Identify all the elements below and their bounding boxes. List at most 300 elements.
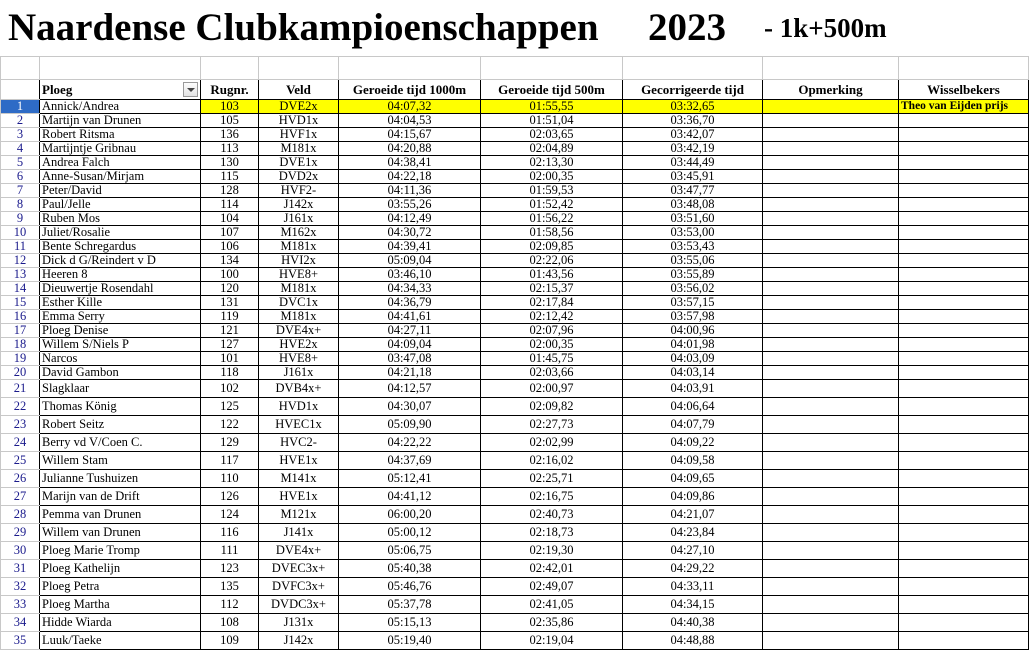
row-number[interactable]: 33 bbox=[1, 596, 40, 614]
row-number[interactable]: 28 bbox=[1, 506, 40, 524]
cell-veld[interactable]: J142x bbox=[259, 632, 339, 650]
cell-veld[interactable]: M141x bbox=[259, 470, 339, 488]
cell-rugnr[interactable]: 117 bbox=[201, 452, 259, 470]
cell-tijd-1000m[interactable]: 04:12,49 bbox=[339, 212, 481, 226]
row-number[interactable]: 12 bbox=[1, 254, 40, 268]
cell-ploeg[interactable]: Julianne Tushuizen bbox=[40, 470, 201, 488]
cell-rugnr[interactable]: 114 bbox=[201, 198, 259, 212]
cell-tijd-500m[interactable]: 02:19,30 bbox=[481, 542, 623, 560]
cell-tijd-1000m[interactable]: 04:34,33 bbox=[339, 282, 481, 296]
cell-wisselbekers[interactable] bbox=[899, 366, 1029, 380]
cell-rugnr[interactable]: 108 bbox=[201, 614, 259, 632]
cell-veld[interactable]: DVDC3x+ bbox=[259, 596, 339, 614]
cell-tijd-1000m[interactable]: 04:07,32 bbox=[339, 100, 481, 114]
cell-ploeg[interactable]: Ploeg Kathelijn bbox=[40, 560, 201, 578]
cell-tijd-500m[interactable]: 01:56,22 bbox=[481, 212, 623, 226]
cell-opmerking[interactable] bbox=[763, 268, 899, 282]
row-number[interactable]: 31 bbox=[1, 560, 40, 578]
cell-opmerking[interactable] bbox=[763, 310, 899, 324]
row-number[interactable]: 5 bbox=[1, 156, 40, 170]
cell-gecorrigeerde-tijd[interactable]: 04:03,09 bbox=[623, 352, 763, 366]
cell-opmerking[interactable] bbox=[763, 156, 899, 170]
cell-opmerking[interactable] bbox=[763, 560, 899, 578]
cell-ploeg[interactable]: Luuk/Taeke bbox=[40, 632, 201, 650]
cell-wisselbekers[interactable] bbox=[899, 310, 1029, 324]
row-number[interactable]: 4 bbox=[1, 142, 40, 156]
cell-opmerking[interactable] bbox=[763, 596, 899, 614]
cell-tijd-500m[interactable]: 02:00,35 bbox=[481, 170, 623, 184]
cell-ploeg[interactable]: Heeren 8 bbox=[40, 268, 201, 282]
cell-opmerking[interactable] bbox=[763, 632, 899, 650]
cell-gecorrigeerde-tijd[interactable]: 03:57,15 bbox=[623, 296, 763, 310]
cell-gecorrigeerde-tijd[interactable]: 03:42,07 bbox=[623, 128, 763, 142]
cell-tijd-500m[interactable]: 02:09,85 bbox=[481, 240, 623, 254]
cell-wisselbekers[interactable] bbox=[899, 578, 1029, 596]
row-number[interactable]: 25 bbox=[1, 452, 40, 470]
cell-wisselbekers[interactable] bbox=[899, 488, 1029, 506]
cell-wisselbekers[interactable] bbox=[899, 352, 1029, 366]
cell-ploeg[interactable]: Narcos bbox=[40, 352, 201, 366]
cell-opmerking[interactable] bbox=[763, 366, 899, 380]
cell-wisselbekers[interactable] bbox=[899, 268, 1029, 282]
cell-wisselbekers[interactable] bbox=[899, 452, 1029, 470]
cell-veld[interactable]: HVF2- bbox=[259, 184, 339, 198]
cell-opmerking[interactable] bbox=[763, 506, 899, 524]
cell-tijd-500m[interactable]: 02:09,82 bbox=[481, 398, 623, 416]
cell-ploeg[interactable]: Willem S/Niels P bbox=[40, 338, 201, 352]
cell-opmerking[interactable] bbox=[763, 452, 899, 470]
cell-ploeg[interactable]: Peter/David bbox=[40, 184, 201, 198]
cell-veld[interactable]: DVD2x bbox=[259, 170, 339, 184]
cell-wisselbekers[interactable] bbox=[899, 240, 1029, 254]
cell-veld[interactable]: HVE8+ bbox=[259, 352, 339, 366]
cell-tijd-500m[interactable]: 02:35,86 bbox=[481, 614, 623, 632]
cell-wisselbekers[interactable] bbox=[899, 380, 1029, 398]
cell-opmerking[interactable] bbox=[763, 352, 899, 366]
cell-wisselbekers[interactable] bbox=[899, 142, 1029, 156]
row-number[interactable]: 7 bbox=[1, 184, 40, 198]
cell-rugnr[interactable]: 111 bbox=[201, 542, 259, 560]
cell-ploeg[interactable]: Martijn van Drunen bbox=[40, 114, 201, 128]
cell-ploeg[interactable]: Andrea Falch bbox=[40, 156, 201, 170]
cell[interactable] bbox=[763, 57, 899, 80]
cell-gecorrigeerde-tijd[interactable]: 04:09,86 bbox=[623, 488, 763, 506]
cell[interactable] bbox=[259, 57, 339, 80]
cell-tijd-1000m[interactable]: 06:00,20 bbox=[339, 506, 481, 524]
cell-veld[interactable]: HVE1x bbox=[259, 452, 339, 470]
cell-tijd-1000m[interactable]: 03:46,10 bbox=[339, 268, 481, 282]
cell-ploeg[interactable]: Ploeg Marie Tromp bbox=[40, 542, 201, 560]
cell-tijd-500m[interactable]: 02:03,65 bbox=[481, 128, 623, 142]
cell-gecorrigeerde-tijd[interactable]: 04:23,84 bbox=[623, 524, 763, 542]
cell-tijd-500m[interactable]: 02:22,06 bbox=[481, 254, 623, 268]
cell-wisselbekers[interactable] bbox=[899, 282, 1029, 296]
cell-tijd-500m[interactable]: 02:19,04 bbox=[481, 632, 623, 650]
cell-wisselbekers[interactable] bbox=[899, 416, 1029, 434]
cell-ploeg[interactable]: Pemma van Drunen bbox=[40, 506, 201, 524]
cell-ploeg[interactable]: Ploeg Martha bbox=[40, 596, 201, 614]
cell-tijd-500m[interactable]: 02:17,84 bbox=[481, 296, 623, 310]
cell-tijd-500m[interactable]: 02:12,42 bbox=[481, 310, 623, 324]
cell-ploeg[interactable]: Ploeg Denise bbox=[40, 324, 201, 338]
cell-tijd-500m[interactable]: 01:45,75 bbox=[481, 352, 623, 366]
cell-tijd-500m[interactable]: 01:43,56 bbox=[481, 268, 623, 282]
column-header-tijd-1000m[interactable]: Geroeide tijd 1000m bbox=[339, 80, 481, 100]
cell-veld[interactable]: J141x bbox=[259, 524, 339, 542]
cell-tijd-1000m[interactable]: 05:37,78 bbox=[339, 596, 481, 614]
column-header-tijd-500m[interactable]: Geroeide tijd 500m bbox=[481, 80, 623, 100]
sheet-title[interactable]: Naardense Clubkampioenschappen bbox=[8, 6, 599, 49]
cell-ploeg[interactable]: Willem Stam bbox=[40, 452, 201, 470]
row-number[interactable]: 13 bbox=[1, 268, 40, 282]
column-header-wisselbekers[interactable]: Wisselbekers bbox=[899, 80, 1029, 100]
cell-gecorrigeerde-tijd[interactable]: 04:09,58 bbox=[623, 452, 763, 470]
cell-wisselbekers[interactable] bbox=[899, 114, 1029, 128]
row-number[interactable]: 29 bbox=[1, 524, 40, 542]
cell-wisselbekers[interactable] bbox=[899, 470, 1029, 488]
cell-tijd-1000m[interactable]: 05:06,75 bbox=[339, 542, 481, 560]
cell[interactable] bbox=[339, 57, 481, 80]
cell-wisselbekers[interactable] bbox=[899, 212, 1029, 226]
cell-wisselbekers[interactable] bbox=[899, 198, 1029, 212]
cell-veld[interactable]: DVC1x bbox=[259, 296, 339, 310]
cell-veld[interactable]: M121x bbox=[259, 506, 339, 524]
cell-gecorrigeerde-tijd[interactable]: 04:03,91 bbox=[623, 380, 763, 398]
row-number[interactable]: 26 bbox=[1, 470, 40, 488]
cell-tijd-1000m[interactable]: 05:15,13 bbox=[339, 614, 481, 632]
cell-ploeg[interactable]: Esther Kille bbox=[40, 296, 201, 310]
cell-tijd-500m[interactable]: 02:27,73 bbox=[481, 416, 623, 434]
cell-ploeg[interactable]: Robert Seitz bbox=[40, 416, 201, 434]
cell-opmerking[interactable] bbox=[763, 100, 899, 114]
column-header-opmerking[interactable]: Opmerking bbox=[763, 80, 899, 100]
row-number[interactable]: 18 bbox=[1, 338, 40, 352]
cell-rugnr[interactable]: 129 bbox=[201, 434, 259, 452]
cell-tijd-1000m[interactable]: 04:36,79 bbox=[339, 296, 481, 310]
cell-rugnr[interactable]: 124 bbox=[201, 506, 259, 524]
cell-tijd-500m[interactable]: 01:58,56 bbox=[481, 226, 623, 240]
cell-rugnr[interactable]: 125 bbox=[201, 398, 259, 416]
cell-tijd-500m[interactable]: 02:18,73 bbox=[481, 524, 623, 542]
cell-veld[interactable]: DVB4x+ bbox=[259, 380, 339, 398]
cell-tijd-500m[interactable]: 02:41,05 bbox=[481, 596, 623, 614]
cell-veld[interactable]: HVD1x bbox=[259, 398, 339, 416]
cell-opmerking[interactable] bbox=[763, 170, 899, 184]
cell-ploeg[interactable]: Dick d G/Reindert v D bbox=[40, 254, 201, 268]
cell-gecorrigeerde-tijd[interactable]: 03:51,60 bbox=[623, 212, 763, 226]
cell-wisselbekers[interactable] bbox=[899, 324, 1029, 338]
cell-wisselbekers[interactable] bbox=[899, 170, 1029, 184]
cell-opmerking[interactable] bbox=[763, 324, 899, 338]
cell-gecorrigeerde-tijd[interactable]: 03:57,98 bbox=[623, 310, 763, 324]
cell-veld[interactable]: M181x bbox=[259, 282, 339, 296]
cell-gecorrigeerde-tijd[interactable]: 03:47,77 bbox=[623, 184, 763, 198]
sheet-subtitle[interactable]: - 1k+500m bbox=[764, 13, 887, 43]
cell[interactable] bbox=[201, 57, 259, 80]
cell-wisselbekers[interactable] bbox=[899, 156, 1029, 170]
cell-tijd-500m[interactable]: 02:00,35 bbox=[481, 338, 623, 352]
cell-veld[interactable]: HVE2x bbox=[259, 338, 339, 352]
cell-rugnr[interactable]: 120 bbox=[201, 282, 259, 296]
cell-ploeg[interactable]: Berry vd V/Coen C. bbox=[40, 434, 201, 452]
cell-tijd-1000m[interactable]: 05:09,90 bbox=[339, 416, 481, 434]
cell-opmerking[interactable] bbox=[763, 416, 899, 434]
cell-ploeg[interactable]: Willem van Drunen bbox=[40, 524, 201, 542]
cell-gecorrigeerde-tijd[interactable]: 04:07,79 bbox=[623, 416, 763, 434]
sheet-year[interactable]: 2023 bbox=[648, 6, 726, 49]
cell-tijd-1000m[interactable]: 05:46,76 bbox=[339, 578, 481, 596]
cell-tijd-1000m[interactable]: 05:12,41 bbox=[339, 470, 481, 488]
cell[interactable] bbox=[1, 57, 40, 80]
cell-tijd-500m[interactable]: 02:15,37 bbox=[481, 282, 623, 296]
cell-ploeg[interactable]: Marijn van de Drift bbox=[40, 488, 201, 506]
cell-veld[interactable]: DVE1x bbox=[259, 156, 339, 170]
cell-wisselbekers[interactable] bbox=[899, 434, 1029, 452]
cell-wisselbekers[interactable] bbox=[899, 524, 1029, 542]
cell-tijd-1000m[interactable]: 04:11,36 bbox=[339, 184, 481, 198]
cell-rugnr[interactable]: 123 bbox=[201, 560, 259, 578]
row-number[interactable]: 8 bbox=[1, 198, 40, 212]
cell-ploeg[interactable]: Thomas König bbox=[40, 398, 201, 416]
cell-rugnr[interactable]: 116 bbox=[201, 524, 259, 542]
cell-opmerking[interactable] bbox=[763, 212, 899, 226]
cell-gecorrigeerde-tijd[interactable]: 04:48,88 bbox=[623, 632, 763, 650]
cell-rugnr[interactable]: 103 bbox=[201, 100, 259, 114]
row-number[interactable]: 1 bbox=[1, 100, 40, 114]
cell-tijd-500m[interactable]: 02:16,02 bbox=[481, 452, 623, 470]
cell-gecorrigeerde-tijd[interactable]: 04:03,14 bbox=[623, 366, 763, 380]
row-number[interactable]: 3 bbox=[1, 128, 40, 142]
cell-tijd-1000m[interactable]: 05:00,12 bbox=[339, 524, 481, 542]
row-number[interactable]: 34 bbox=[1, 614, 40, 632]
cell-ploeg[interactable]: Ruben Mos bbox=[40, 212, 201, 226]
cell-tijd-1000m[interactable]: 04:04,53 bbox=[339, 114, 481, 128]
cell-wisselbekers[interactable] bbox=[899, 254, 1029, 268]
cell-opmerking[interactable] bbox=[763, 578, 899, 596]
cell-gecorrigeerde-tijd[interactable]: 04:06,64 bbox=[623, 398, 763, 416]
cell-rugnr[interactable]: 100 bbox=[201, 268, 259, 282]
cell-veld[interactable]: J131x bbox=[259, 614, 339, 632]
cell-ploeg[interactable]: Bente Schregardus bbox=[40, 240, 201, 254]
cell-gecorrigeerde-tijd[interactable]: 04:40,38 bbox=[623, 614, 763, 632]
cell-opmerking[interactable] bbox=[763, 542, 899, 560]
cell-tijd-500m[interactable]: 01:59,53 bbox=[481, 184, 623, 198]
row-number[interactable]: 6 bbox=[1, 170, 40, 184]
row-number[interactable]: 15 bbox=[1, 296, 40, 310]
cell[interactable] bbox=[40, 57, 201, 80]
cell-opmerking[interactable] bbox=[763, 380, 899, 398]
cell-tijd-500m[interactable]: 02:42,01 bbox=[481, 560, 623, 578]
cell[interactable] bbox=[481, 57, 623, 80]
cell-gecorrigeerde-tijd[interactable]: 04:27,10 bbox=[623, 542, 763, 560]
cell-veld[interactable]: DVEC3x+ bbox=[259, 560, 339, 578]
cell-tijd-1000m[interactable]: 04:38,41 bbox=[339, 156, 481, 170]
cell-rugnr[interactable]: 128 bbox=[201, 184, 259, 198]
cell-tijd-500m[interactable]: 01:51,04 bbox=[481, 114, 623, 128]
row-number[interactable]: 23 bbox=[1, 416, 40, 434]
row-number[interactable]: 24 bbox=[1, 434, 40, 452]
cell-veld[interactable]: DVE4x+ bbox=[259, 542, 339, 560]
cell-tijd-500m[interactable]: 02:02,99 bbox=[481, 434, 623, 452]
row-number[interactable]: 16 bbox=[1, 310, 40, 324]
cell-rugnr[interactable]: 104 bbox=[201, 212, 259, 226]
cell-tijd-1000m[interactable]: 03:47,08 bbox=[339, 352, 481, 366]
row-number[interactable]: 22 bbox=[1, 398, 40, 416]
cell-wisselbekers[interactable] bbox=[899, 542, 1029, 560]
cell-veld[interactable]: J142x bbox=[259, 198, 339, 212]
cell-veld[interactable]: J161x bbox=[259, 212, 339, 226]
cell-veld[interactable]: HVC2- bbox=[259, 434, 339, 452]
cell-veld[interactable]: M181x bbox=[259, 142, 339, 156]
cell-tijd-1000m[interactable]: 04:22,18 bbox=[339, 170, 481, 184]
cell-ploeg[interactable]: Emma Serry bbox=[40, 310, 201, 324]
cell-tijd-500m[interactable]: 02:07,96 bbox=[481, 324, 623, 338]
cell-tijd-1000m[interactable]: 04:37,69 bbox=[339, 452, 481, 470]
cell-veld[interactable]: HVEC1x bbox=[259, 416, 339, 434]
row-number[interactable]: 21 bbox=[1, 380, 40, 398]
cell-rugnr[interactable]: 122 bbox=[201, 416, 259, 434]
cell-ploeg[interactable]: Martijntje Gribnau bbox=[40, 142, 201, 156]
cell-ploeg[interactable]: David Gambon bbox=[40, 366, 201, 380]
cell-tijd-500m[interactable]: 01:55,55 bbox=[481, 100, 623, 114]
cell-veld[interactable]: HVE8+ bbox=[259, 268, 339, 282]
cell-veld[interactable]: M162x bbox=[259, 226, 339, 240]
cell-rugnr[interactable]: 115 bbox=[201, 170, 259, 184]
cell[interactable] bbox=[623, 57, 763, 80]
cell-gecorrigeerde-tijd[interactable]: 03:32,65 bbox=[623, 100, 763, 114]
cell-rugnr[interactable]: 131 bbox=[201, 296, 259, 310]
cell-rugnr[interactable]: 105 bbox=[201, 114, 259, 128]
cell-gecorrigeerde-tijd[interactable]: 04:01,98 bbox=[623, 338, 763, 352]
cell-rugnr[interactable]: 119 bbox=[201, 310, 259, 324]
row-number[interactable]: 2 bbox=[1, 114, 40, 128]
filter-dropdown-icon[interactable] bbox=[183, 82, 198, 97]
cell-opmerking[interactable] bbox=[763, 114, 899, 128]
cell-opmerking[interactable] bbox=[763, 470, 899, 488]
cell-ploeg[interactable]: Juliet/Rosalie bbox=[40, 226, 201, 240]
cell-tijd-1000m[interactable]: 04:39,41 bbox=[339, 240, 481, 254]
row-number[interactable]: 19 bbox=[1, 352, 40, 366]
cell-rugnr[interactable]: 107 bbox=[201, 226, 259, 240]
cell-rugnr[interactable]: 101 bbox=[201, 352, 259, 366]
cell-tijd-1000m[interactable]: 04:22,22 bbox=[339, 434, 481, 452]
row-number[interactable]: 10 bbox=[1, 226, 40, 240]
cell-wisselbekers[interactable]: Theo van Eijden prijs bbox=[899, 100, 1029, 114]
cell-rugnr[interactable]: 121 bbox=[201, 324, 259, 338]
cell-tijd-1000m[interactable]: 04:15,67 bbox=[339, 128, 481, 142]
cell-rugnr[interactable]: 126 bbox=[201, 488, 259, 506]
cell-ploeg[interactable]: Hidde Wiarda bbox=[40, 614, 201, 632]
cell-rugnr[interactable]: 113 bbox=[201, 142, 259, 156]
row-number[interactable]: 27 bbox=[1, 488, 40, 506]
cell-veld[interactable]: M181x bbox=[259, 240, 339, 254]
cell-opmerking[interactable] bbox=[763, 338, 899, 352]
cell-opmerking[interactable] bbox=[763, 524, 899, 542]
cell-gecorrigeerde-tijd[interactable]: 04:00,96 bbox=[623, 324, 763, 338]
cell[interactable] bbox=[899, 57, 1029, 80]
cell-tijd-500m[interactable]: 02:04,89 bbox=[481, 142, 623, 156]
cell-gecorrigeerde-tijd[interactable]: 03:36,70 bbox=[623, 114, 763, 128]
row-number[interactable]: 9 bbox=[1, 212, 40, 226]
row-number[interactable]: 14 bbox=[1, 282, 40, 296]
cell-wisselbekers[interactable] bbox=[899, 296, 1029, 310]
cell-wisselbekers[interactable] bbox=[899, 560, 1029, 578]
cell-ploeg[interactable]: Dieuwertje Rosendahl bbox=[40, 282, 201, 296]
cell-tijd-1000m[interactable]: 04:20,88 bbox=[339, 142, 481, 156]
cell-opmerking[interactable] bbox=[763, 434, 899, 452]
cell-ploeg[interactable]: Anne-Susan/Mirjam bbox=[40, 170, 201, 184]
cell-wisselbekers[interactable] bbox=[899, 184, 1029, 198]
cell-wisselbekers[interactable] bbox=[899, 614, 1029, 632]
column-header-gecorrigeerde-tijd[interactable]: Gecorrigeerde tijd bbox=[623, 80, 763, 100]
cell-rugnr[interactable]: 127 bbox=[201, 338, 259, 352]
cell-gecorrigeerde-tijd[interactable]: 03:53,43 bbox=[623, 240, 763, 254]
column-header-veld[interactable]: Veld bbox=[259, 80, 339, 100]
cell-veld[interactable]: DVFC3x+ bbox=[259, 578, 339, 596]
cell-wisselbekers[interactable] bbox=[899, 506, 1029, 524]
cell-opmerking[interactable] bbox=[763, 488, 899, 506]
cell-opmerking[interactable] bbox=[763, 240, 899, 254]
row-number[interactable]: 35 bbox=[1, 632, 40, 650]
cell-ploeg[interactable]: Ploeg Petra bbox=[40, 578, 201, 596]
cell-opmerking[interactable] bbox=[763, 184, 899, 198]
cell-tijd-1000m[interactable]: 03:55,26 bbox=[339, 198, 481, 212]
cell-opmerking[interactable] bbox=[763, 226, 899, 240]
cell-tijd-1000m[interactable]: 04:41,61 bbox=[339, 310, 481, 324]
cell-gecorrigeerde-tijd[interactable]: 04:33,11 bbox=[623, 578, 763, 596]
cell-wisselbekers[interactable] bbox=[899, 128, 1029, 142]
cell-gecorrigeerde-tijd[interactable]: 03:55,89 bbox=[623, 268, 763, 282]
cell-tijd-1000m[interactable]: 04:27,11 bbox=[339, 324, 481, 338]
cell-tijd-1000m[interactable]: 04:12,57 bbox=[339, 380, 481, 398]
cell-rugnr[interactable]: 135 bbox=[201, 578, 259, 596]
cell-ploeg[interactable]: Slagklaar bbox=[40, 380, 201, 398]
cell-gecorrigeerde-tijd[interactable]: 03:42,19 bbox=[623, 142, 763, 156]
cell-rugnr[interactable]: 118 bbox=[201, 366, 259, 380]
cell-veld[interactable]: HVD1x bbox=[259, 114, 339, 128]
cell-tijd-1000m[interactable]: 04:09,04 bbox=[339, 338, 481, 352]
cell-tijd-500m[interactable]: 02:40,73 bbox=[481, 506, 623, 524]
cell-ploeg[interactable]: Robert Ritsma bbox=[40, 128, 201, 142]
cell-tijd-1000m[interactable]: 04:30,07 bbox=[339, 398, 481, 416]
cell-tijd-500m[interactable]: 02:03,66 bbox=[481, 366, 623, 380]
column-header-ploeg[interactable] bbox=[40, 80, 201, 100]
cell-wisselbekers[interactable] bbox=[899, 398, 1029, 416]
cell-tijd-500m[interactable]: 01:52,42 bbox=[481, 198, 623, 212]
cell-gecorrigeerde-tijd[interactable]: 04:09,65 bbox=[623, 470, 763, 488]
cell-gecorrigeerde-tijd[interactable]: 04:09,22 bbox=[623, 434, 763, 452]
cell-opmerking[interactable] bbox=[763, 614, 899, 632]
cell-veld[interactable]: HVE1x bbox=[259, 488, 339, 506]
cell-tijd-500m[interactable]: 02:16,75 bbox=[481, 488, 623, 506]
cell-gecorrigeerde-tijd[interactable]: 03:53,00 bbox=[623, 226, 763, 240]
row-number[interactable]: 11 bbox=[1, 240, 40, 254]
cell-tijd-1000m[interactable]: 05:19,40 bbox=[339, 632, 481, 650]
cell-wisselbekers[interactable] bbox=[899, 632, 1029, 650]
cell-rugnr[interactable]: 112 bbox=[201, 596, 259, 614]
cell-tijd-500m[interactable]: 02:13,30 bbox=[481, 156, 623, 170]
cell-gecorrigeerde-tijd[interactable]: 04:29,22 bbox=[623, 560, 763, 578]
row-number[interactable]: 32 bbox=[1, 578, 40, 596]
cell-tijd-1000m[interactable]: 05:09,04 bbox=[339, 254, 481, 268]
cell-rugnr[interactable]: 102 bbox=[201, 380, 259, 398]
cell-opmerking[interactable] bbox=[763, 254, 899, 268]
cell-wisselbekers[interactable] bbox=[899, 338, 1029, 352]
cell-opmerking[interactable] bbox=[763, 282, 899, 296]
cell-opmerking[interactable] bbox=[763, 398, 899, 416]
cell-tijd-1000m[interactable]: 04:30,72 bbox=[339, 226, 481, 240]
cell-tijd-500m[interactable]: 02:00,97 bbox=[481, 380, 623, 398]
